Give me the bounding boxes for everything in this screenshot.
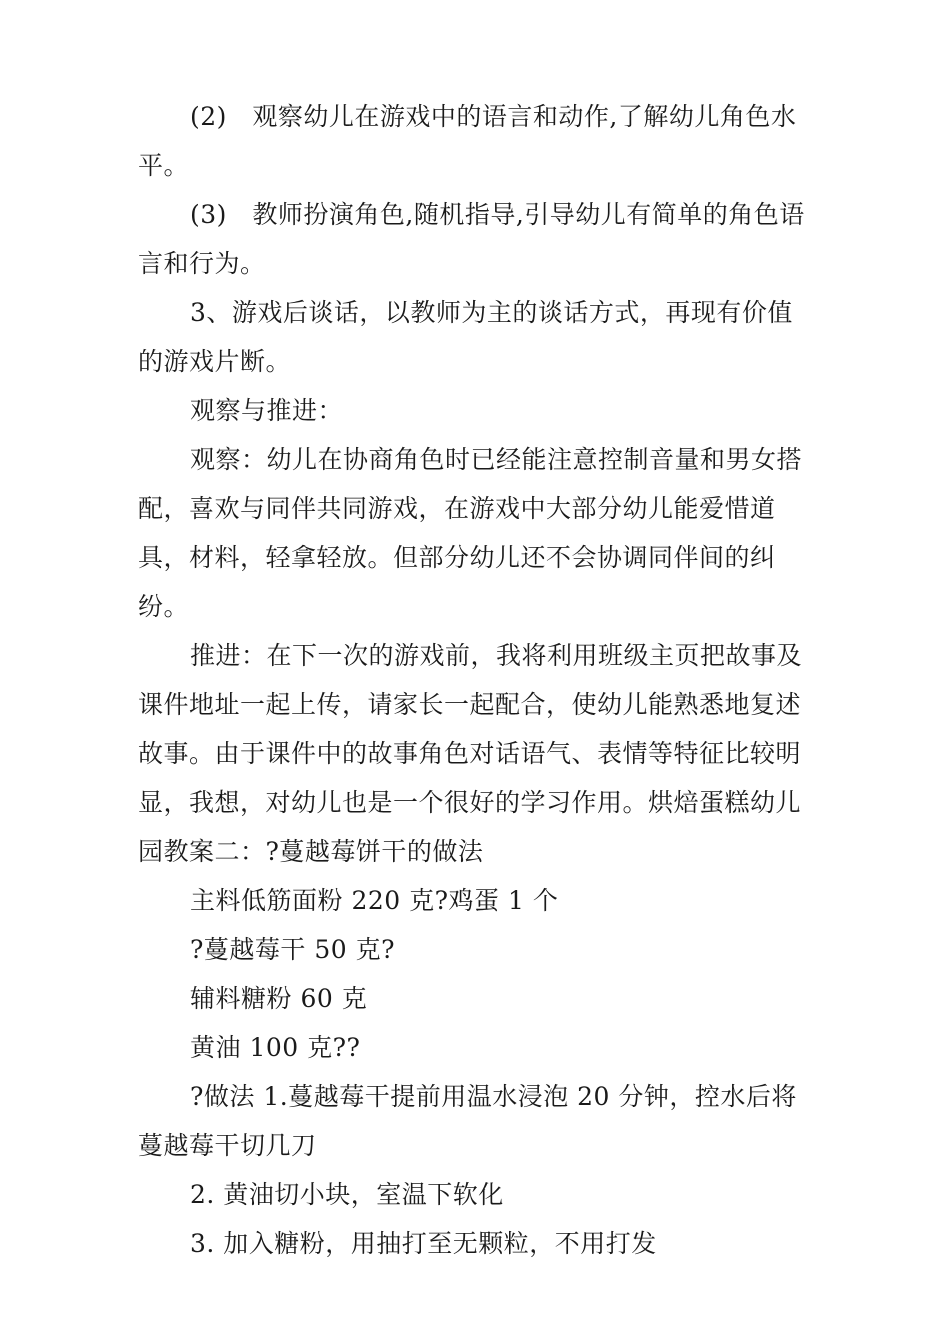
paragraph-method-step-1: ?做法 1.蔓越莓干提前用温水浸泡 20 分钟，控水后将蔓越莓干切几刀 (138, 1082, 797, 1160)
paragraph-teacher-role: (3) 教师扮演角色,随机指导,引导幼儿有简单的角色语言和行为。 (138, 200, 805, 278)
paragraph-observe-heading: 观察与推进： (190, 396, 344, 425)
paragraph-observation: 观察：幼儿在协商角色时已经能注意控制音量和男女搭配，喜欢与同伴共同游戏，在游戏中大部分幼儿能爱惜道具，材料，轻拿轻放。但部分幼儿还不会协调同伴间的纠纷。 (138, 445, 803, 621)
document-page (138, 92, 818, 1268)
paragraph-post-game-talk: 3、游戏后谈话，以教师为主的谈话方式，再现有价值的游戏片断。 (138, 298, 793, 376)
paragraph-sugar: 辅料糖粉 60 克 (190, 984, 368, 1013)
paragraph-main-ingredient: 主料低筋面粉 220 克?鸡蛋 1 个 (190, 886, 559, 915)
paragraph-advance: 推进：在下一次的游戏前，我将利用班级主页把故事及课件地址一起上传，请家长一起配合，使幼儿能熟悉地复述故事。由于课件中的故事角色对话语气、表情等特征比较明显，我想，对幼儿也是一个很好的学习作用。烘焙蛋糕幼儿园教案二：?蔓越莓饼干的做法 (138, 641, 803, 866)
paragraph-method-step-2: 2. 黄油切小块，室温下软化 (190, 1180, 504, 1209)
paragraph-butter: 黄油 100 克?? (190, 1033, 361, 1062)
paragraph-method-step-3: 3. 加入糖粉，用抽打至无颗粒，不用打发 (190, 1229, 657, 1258)
paragraph-cranberry: ?蔓越莓干 50 克? (190, 935, 396, 964)
paragraph-observe-language: (2) 观察幼儿在游戏中的语言和动作,了解幼儿角色水平。 (138, 102, 797, 180)
